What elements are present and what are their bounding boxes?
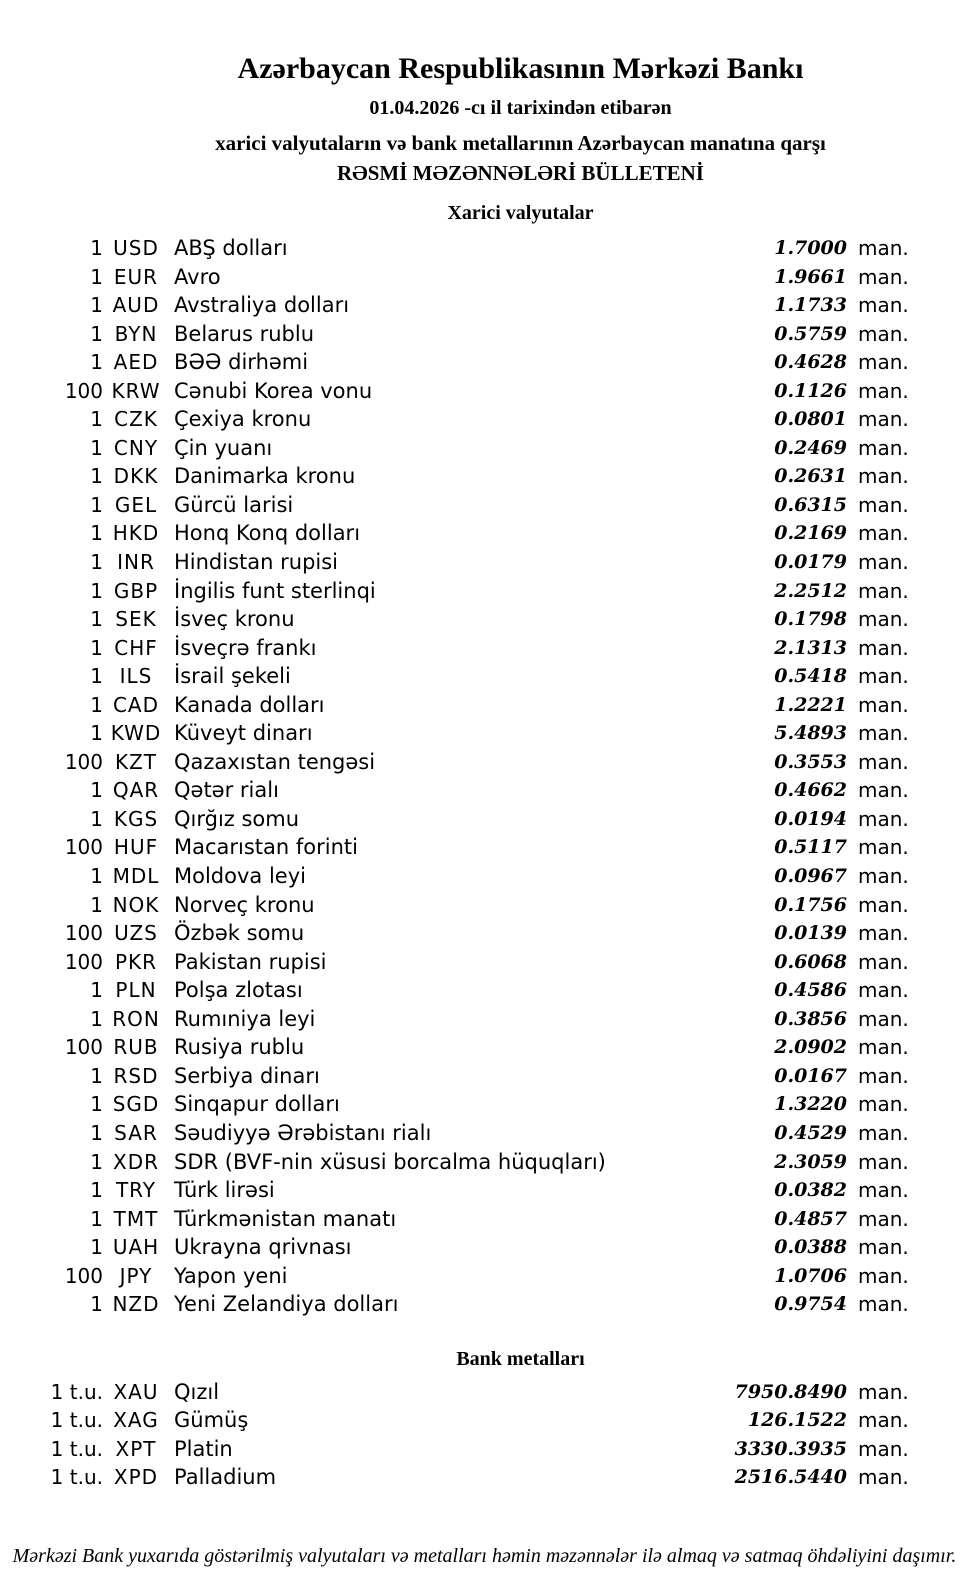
rate-row xyxy=(0,405,969,434)
currency-code: SAR xyxy=(114,1120,158,1145)
currency-name: Polşa zlotası xyxy=(174,978,303,1003)
currency-code: USD xyxy=(113,236,159,260)
unit-label: man. xyxy=(858,550,909,575)
exchange-rate: 0.4529 xyxy=(774,1121,847,1144)
quantity: 1 xyxy=(90,635,103,660)
currency-code: XDR xyxy=(113,1149,159,1174)
rate-row xyxy=(0,1378,969,1407)
currency-name: Türkmənistan manatı xyxy=(174,1206,397,1231)
quantity: 1 xyxy=(90,1092,103,1117)
currency-code: AED xyxy=(113,350,159,375)
quantity: 1 xyxy=(90,293,103,318)
unit-label: man. xyxy=(858,578,909,603)
unit-label: man. xyxy=(858,1206,909,1231)
rate-row xyxy=(0,691,969,720)
currency-code: PKR xyxy=(114,949,158,974)
exchange-rate: 1.2221 xyxy=(774,693,847,716)
currency-code: CAD xyxy=(112,692,160,717)
disclaimer-text: Mərkəzi Bank yuxarıda göstərilmiş valyutaları və metalları həmin məzənnələr ilə almaq və satmaq öhdəliyini daşımır. xyxy=(12,1544,957,1567)
unit-label: man. xyxy=(858,293,909,318)
currency-code: DKK xyxy=(113,464,159,489)
currency-name: Qızıl xyxy=(174,1379,220,1404)
currency-name: İngilis funt sterlinqi xyxy=(174,578,376,603)
unit-label: man. xyxy=(858,835,909,860)
exchange-rate: 0.2631 xyxy=(774,465,847,488)
rate-row xyxy=(0,891,969,920)
exchange-rate: 0.0967 xyxy=(774,865,847,888)
unit-label: man. xyxy=(858,1178,909,1203)
exchange-rate: 0.5418 xyxy=(774,665,847,688)
quantity: 1 xyxy=(90,1178,103,1203)
rate-row xyxy=(0,462,969,491)
currency-code: XAG xyxy=(113,1408,159,1433)
currencies-section-title: Xarici valyutalar xyxy=(447,202,594,224)
currency-name: Moldova leyi xyxy=(174,864,306,889)
currency-code: RSD xyxy=(113,1063,159,1088)
unit-label: man. xyxy=(858,664,909,689)
quantity: 1 t.u. xyxy=(50,1408,103,1433)
bulletin-title: RƏSMİ MƏZƏNNƏLƏRİ BÜLLETENİ xyxy=(337,161,704,185)
currency-code: UZS xyxy=(114,921,158,946)
quantity: 1 xyxy=(90,550,103,575)
unit-label: man. xyxy=(858,721,909,746)
rate-row xyxy=(0,919,969,948)
rate-row xyxy=(0,719,969,748)
exchange-rate: 0.4857 xyxy=(774,1207,847,1230)
currency-name: Avstraliya dolları xyxy=(174,293,350,318)
quantity: 1 xyxy=(90,264,103,289)
rate-row xyxy=(0,548,969,577)
currency-code: INR xyxy=(117,550,155,575)
currency-name: BƏƏ dirhəmi xyxy=(174,350,309,375)
currency-name: Avro xyxy=(174,264,221,289)
exchange-rate: 126.1522 xyxy=(747,1409,847,1432)
currency-code: AUD xyxy=(112,293,160,318)
rate-row xyxy=(0,1005,969,1034)
currency-name: Rusiya rublu xyxy=(174,1035,305,1060)
currency-code: CNY xyxy=(113,435,159,460)
exchange-rate: 0.5117 xyxy=(774,836,847,859)
unit-label: man. xyxy=(858,806,909,831)
quantity: 1 xyxy=(90,464,103,489)
unit-label: man. xyxy=(858,892,909,917)
currency-name: Hindistan rupisi xyxy=(174,550,339,575)
quantity: 1 xyxy=(90,864,103,889)
effective-date-line: 01.04.2026 -cı il tarixindən etibarən xyxy=(369,97,672,119)
rate-row xyxy=(0,1262,969,1291)
unit-label: man. xyxy=(858,1006,909,1031)
rate-row xyxy=(0,1033,969,1062)
exchange-rate: 2.1313 xyxy=(774,636,847,659)
exchange-rate: 7950.8490 xyxy=(734,1380,847,1403)
exchange-rate: 0.6315 xyxy=(774,493,847,516)
rate-row xyxy=(0,1119,969,1148)
rate-row xyxy=(0,1406,969,1435)
currency-name: Türk lirəsi xyxy=(174,1178,275,1203)
quantity: 1 xyxy=(90,692,103,717)
currency-name: Macarıstan forinti xyxy=(174,835,358,860)
quantity: 1 xyxy=(90,1120,103,1145)
currency-name: Yeni Zelandiya dolları xyxy=(174,1292,399,1317)
rate-row xyxy=(0,833,969,862)
quantity: 1 xyxy=(90,492,103,517)
unit-label: man. xyxy=(858,464,909,489)
quantity: 1 t.u. xyxy=(50,1436,103,1461)
rate-row xyxy=(0,1062,969,1091)
exchange-rate: 0.5759 xyxy=(774,322,847,345)
currency-name: Belarus rublu xyxy=(174,321,315,346)
rate-row xyxy=(0,1233,969,1262)
unit-label: man. xyxy=(858,749,909,774)
exchange-rate: 0.0388 xyxy=(774,1236,847,1259)
quantity: 1 xyxy=(90,664,103,689)
unit-label: man. xyxy=(858,521,909,546)
currency-code: TMT xyxy=(113,1206,159,1231)
currency-code: KWD xyxy=(110,721,162,746)
exchange-rate: 0.0194 xyxy=(774,807,847,830)
quantity: 100 xyxy=(64,749,103,774)
rate-row xyxy=(0,377,969,406)
currency-name: Çexiya kronu xyxy=(174,407,312,432)
currency-code: SEK xyxy=(115,607,157,632)
currency-code: BYN xyxy=(114,321,158,346)
exchange-rate: 0.1126 xyxy=(774,379,847,402)
rate-row xyxy=(0,948,969,977)
unit-label: man. xyxy=(858,378,909,403)
currency-name: Qırğız somu xyxy=(174,806,300,831)
rate-row xyxy=(0,1290,969,1319)
currency-name: Norveç kronu xyxy=(174,892,315,917)
quantity: 1 xyxy=(90,350,103,375)
quantity: 100 xyxy=(64,949,103,974)
rate-row xyxy=(0,976,969,1005)
currency-code: NOK xyxy=(112,892,160,917)
unit-label: man. xyxy=(858,864,909,889)
unit-label: man. xyxy=(858,236,909,260)
currency-name: Danimarka kronu xyxy=(174,464,356,489)
unit-label: man. xyxy=(858,1436,909,1461)
currency-code: QAR xyxy=(112,778,160,803)
exchange-rate: 2516.5440 xyxy=(734,1466,847,1489)
unit-label: man. xyxy=(858,1149,909,1174)
exchange-rate: 0.2469 xyxy=(774,436,847,459)
rate-row xyxy=(0,348,969,377)
exchange-rate: 0.9754 xyxy=(774,1293,847,1316)
currency-name: İsveçrə frankı xyxy=(174,635,317,660)
unit-label: man. xyxy=(858,350,909,375)
unit-label: man. xyxy=(858,1379,909,1404)
rate-row xyxy=(0,519,969,548)
exchange-rate: 1.0706 xyxy=(774,1264,847,1287)
exchange-rate: 0.4628 xyxy=(774,351,847,374)
currency-code: UAH xyxy=(112,1235,160,1260)
currency-name: Gümüş xyxy=(174,1408,249,1433)
currency-code: HKD xyxy=(112,521,160,546)
unit-label: man. xyxy=(858,1465,909,1490)
currency-code: SGD xyxy=(112,1092,160,1117)
currency-name: Palladium xyxy=(174,1465,277,1490)
unit-label: man. xyxy=(858,949,909,974)
exchange-rate: 2.3059 xyxy=(774,1150,847,1173)
currency-name: Çin yuanı xyxy=(174,435,273,460)
currency-code: RUB xyxy=(113,1035,159,1060)
unit-label: man. xyxy=(858,321,909,346)
quantity: 1 xyxy=(90,521,103,546)
quantity: 1 xyxy=(90,578,103,603)
rate-row xyxy=(0,434,969,463)
currency-code: ILS xyxy=(119,664,153,689)
unit-label: man. xyxy=(858,492,909,517)
quantity: 1 xyxy=(90,321,103,346)
currency-name: ABŞ dolları xyxy=(174,236,288,260)
currency-code: CHF xyxy=(114,635,158,660)
quantity: 1 xyxy=(90,1206,103,1231)
unit-label: man. xyxy=(858,264,909,289)
metal-rate-table xyxy=(0,1378,969,1492)
exchange-rate: 1.3220 xyxy=(774,1093,847,1116)
currency-name: Rumıniya leyi xyxy=(174,1006,316,1031)
currency-name: Kanada dolları xyxy=(174,692,325,717)
currency-name: Sinqapur dolları xyxy=(174,1092,340,1117)
currency-name: Gürcü larisi xyxy=(174,492,294,517)
rate-row xyxy=(0,1463,969,1492)
quantity: 1 xyxy=(90,607,103,632)
rate-row xyxy=(0,1148,969,1177)
unit-label: man. xyxy=(858,1292,909,1317)
rate-row xyxy=(0,320,969,349)
rate-row xyxy=(0,662,969,691)
quantity: 1 xyxy=(90,1235,103,1260)
quantity: 1 t.u. xyxy=(50,1379,103,1404)
unit-label: man. xyxy=(858,692,909,717)
rate-row xyxy=(0,605,969,634)
currency-name: Platin xyxy=(174,1436,233,1461)
exchange-rate: 1.7000 xyxy=(774,237,847,259)
quantity: 1 xyxy=(90,892,103,917)
rate-row xyxy=(0,1205,969,1234)
quantity: 1 t.u. xyxy=(50,1465,103,1490)
currency-code: NZD xyxy=(112,1292,160,1317)
unit-label: man. xyxy=(858,635,909,660)
currency-code: TRY xyxy=(115,1178,157,1203)
currency-name: Cənubi Korea vonu xyxy=(174,378,373,403)
currency-code: PLN xyxy=(115,978,157,1003)
currency-code: HUF xyxy=(113,835,159,860)
quantity: 1 xyxy=(90,407,103,432)
currency-code: CZK xyxy=(114,407,158,432)
exchange-rate: 0.0139 xyxy=(774,922,847,945)
currency-code: XPD xyxy=(113,1465,159,1490)
unit-label: man. xyxy=(858,1263,909,1288)
currency-code: GBP xyxy=(113,578,159,603)
currency-name: Yapon yeni xyxy=(174,1263,288,1288)
rate-row xyxy=(0,234,969,263)
quantity: 1 xyxy=(90,1292,103,1317)
exchange-rate: 0.3856 xyxy=(774,1007,847,1030)
currency-name: Honq Konq dolları xyxy=(174,521,361,546)
currency-name: SDR (BVF-nin xüsusi borcalma hüquqları) xyxy=(174,1149,606,1174)
metals-section-title: Bank metalları xyxy=(456,1347,585,1370)
currency-name: Qətər rialı xyxy=(174,778,279,803)
unit-label: man. xyxy=(858,778,909,803)
currency-name: Səudiyyə Ərəbistanı rialı xyxy=(174,1120,432,1145)
rate-row xyxy=(0,1090,969,1119)
exchange-rate: 0.0801 xyxy=(774,408,847,431)
currency-code: KGS xyxy=(113,806,159,831)
currency-name: Qazaxıstan tengəsi xyxy=(174,749,376,774)
unit-label: man. xyxy=(858,978,909,1003)
unit-label: man. xyxy=(858,607,909,632)
rate-row xyxy=(0,805,969,834)
exchange-rate: 0.0167 xyxy=(774,1064,847,1087)
bulletin-subtitle: xarici valyutaların və bank metallarının Azərbaycan manatına qarşı xyxy=(215,131,826,155)
unit-label: man. xyxy=(858,1035,909,1060)
rate-row xyxy=(0,491,969,520)
currency-name: Özbək somu xyxy=(174,921,305,946)
currency-code: KRW xyxy=(111,378,161,403)
unit-label: man. xyxy=(858,1408,909,1433)
rate-row xyxy=(0,634,969,663)
exchange-rate: 1.9661 xyxy=(774,265,847,288)
currency-code: EUR xyxy=(113,264,159,289)
unit-label: man. xyxy=(858,407,909,432)
currency-name: Pakistan rupisi xyxy=(174,949,327,974)
currency-code: XAU xyxy=(113,1379,159,1404)
quantity: 1 xyxy=(90,1006,103,1031)
quantity: 100 xyxy=(64,1035,103,1060)
exchange-rate: 0.0179 xyxy=(774,551,847,574)
exchange-rate: 0.1756 xyxy=(774,893,847,916)
rate-row xyxy=(0,263,969,292)
rate-row xyxy=(0,291,969,320)
bank-title: Azərbaycan Respublikasının Mərkəzi Bankı xyxy=(237,52,804,85)
quantity: 1 xyxy=(90,778,103,803)
unit-label: man. xyxy=(858,1063,909,1088)
exchange-rate: 0.2169 xyxy=(774,522,847,545)
quantity: 100 xyxy=(64,921,103,946)
quantity: 100 xyxy=(64,378,103,403)
exchange-rate: 0.3553 xyxy=(774,750,847,773)
rate-row xyxy=(0,1435,969,1464)
exchange-rate: 0.1798 xyxy=(774,608,847,631)
quantity: 100 xyxy=(64,1263,103,1288)
exchange-rate: 2.0902 xyxy=(774,1036,847,1059)
quantity: 100 xyxy=(64,835,103,860)
exchange-rate: 5.4893 xyxy=(774,722,847,745)
quantity: 1 xyxy=(90,721,103,746)
exchange-rate: 0.0382 xyxy=(774,1179,847,1202)
unit-label: man. xyxy=(858,1092,909,1117)
unit-label: man. xyxy=(858,921,909,946)
rate-row xyxy=(0,577,969,606)
unit-label: man. xyxy=(858,435,909,460)
exchange-rate: 0.4586 xyxy=(774,979,847,1002)
currency-name: İsveç kronu xyxy=(174,607,295,632)
quantity: 1 xyxy=(90,978,103,1003)
quantity: 1 xyxy=(90,435,103,460)
currency-code: KZT xyxy=(114,749,158,774)
quantity: 1 xyxy=(90,236,103,260)
rate-row xyxy=(0,1176,969,1205)
exchange-rate: 1.1733 xyxy=(774,294,847,317)
quantity: 1 xyxy=(90,1063,103,1088)
exchange-rate: 0.6068 xyxy=(774,950,847,973)
currency-code: JPY xyxy=(119,1263,153,1288)
exchange-rate: 0.4662 xyxy=(774,779,847,802)
rate-row xyxy=(0,862,969,891)
quantity: 1 xyxy=(90,806,103,831)
rate-row xyxy=(0,748,969,777)
rate-row xyxy=(0,776,969,805)
currency-name: Küveyt dinarı xyxy=(174,721,313,746)
currency-rate-table xyxy=(0,234,969,1319)
quantity: 1 xyxy=(90,1149,103,1174)
exchange-rate: 3330.3935 xyxy=(734,1437,847,1460)
currency-code: RON xyxy=(112,1006,160,1031)
currency-code: MDL xyxy=(112,864,160,889)
exchange-rate: 2.2512 xyxy=(774,579,847,602)
unit-label: man. xyxy=(858,1235,909,1260)
currency-name: İsrail şekeli xyxy=(174,664,291,689)
currency-code: GEL xyxy=(114,492,158,517)
currency-name: Serbiya dinarı xyxy=(174,1063,320,1088)
unit-label: man. xyxy=(858,1120,909,1145)
currency-code: XPT xyxy=(115,1436,157,1461)
currency-name: Ukrayna qrivnası xyxy=(174,1235,352,1260)
